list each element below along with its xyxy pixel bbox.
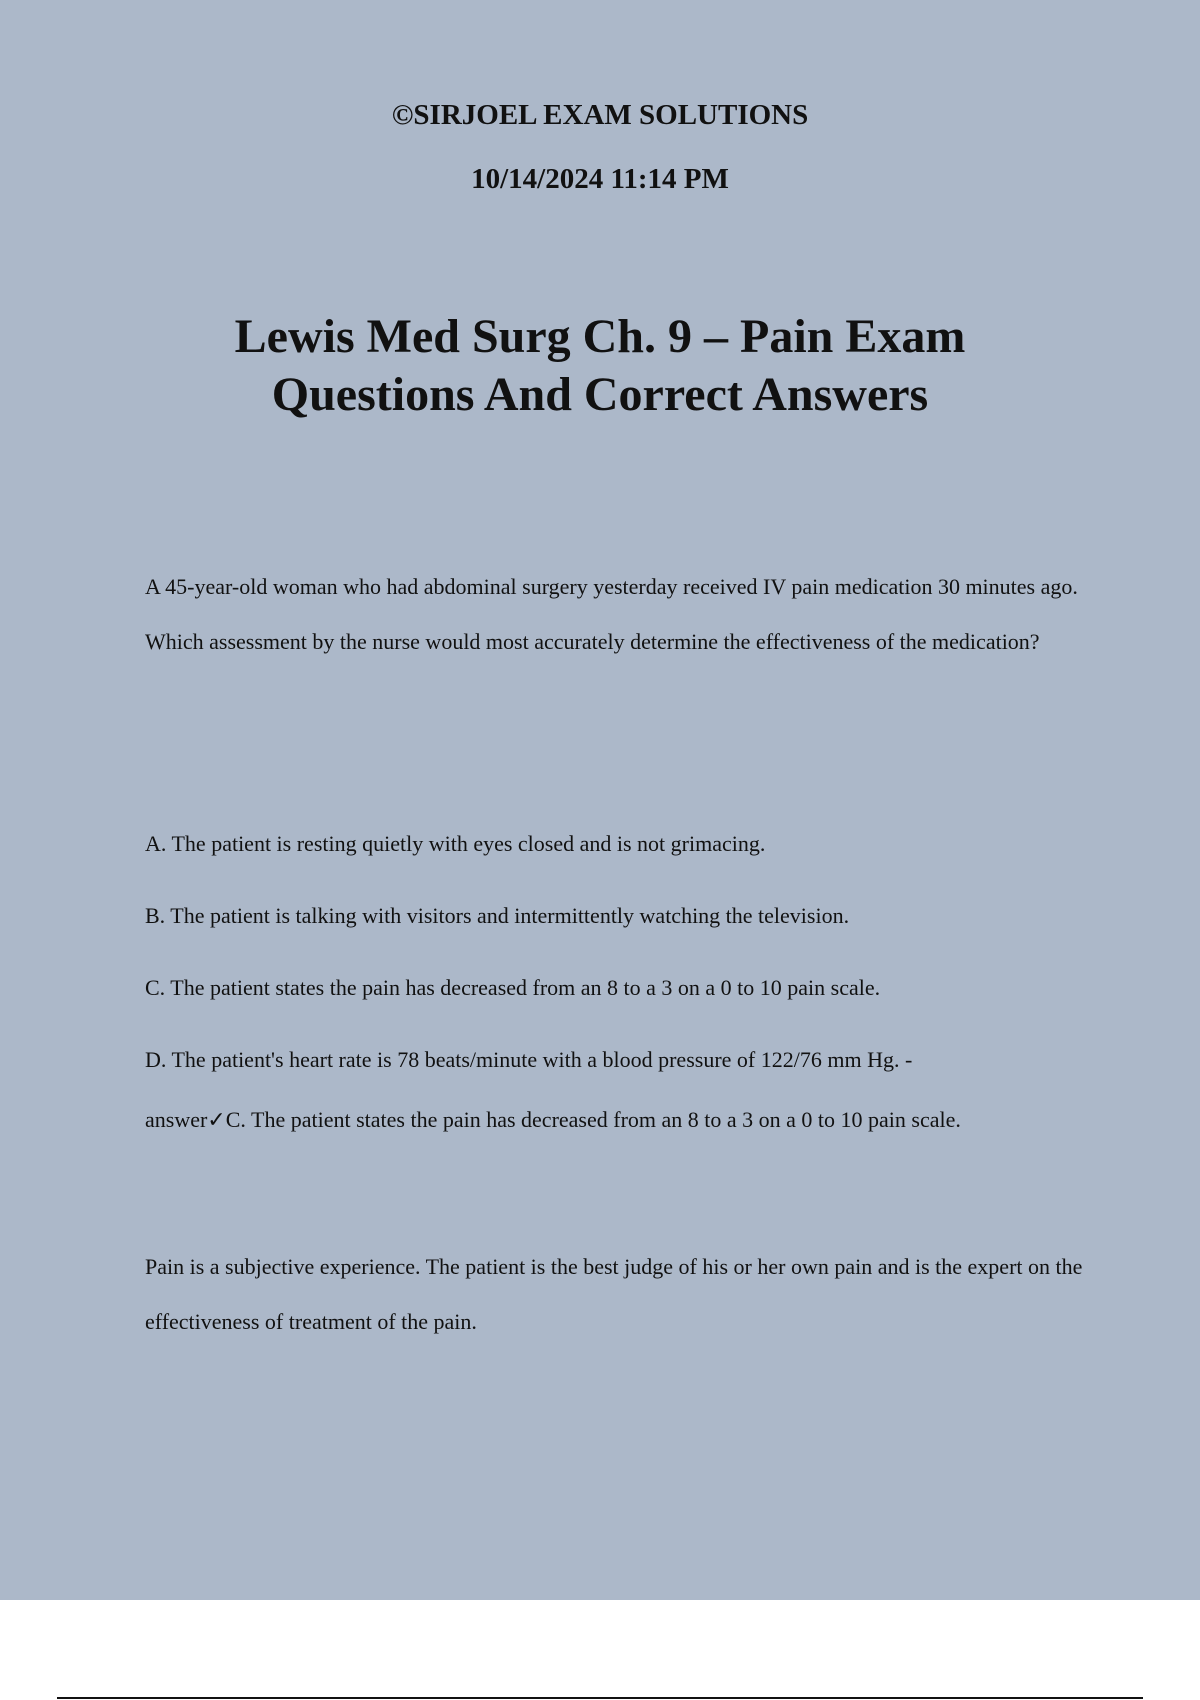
title-line-2: Questions And Correct Answers [271, 368, 929, 421]
rationale-text: Pain is a subjective experience. The patient is the best judge of his or her own pain and is the expert on the effectiveness of treatment of the pain. [145, 1254, 1083, 1334]
footer-divider [57, 1697, 1143, 1699]
document-datetime: 10/14/2024 11:14 PM [471, 163, 729, 195]
option-d: D. The patient's heart rate is 78 beats/minute with a blood pressure of 122/76 mm Hg. - [145, 1047, 913, 1072]
correct-answer: answer✓C. The patient states the pain has decreased from an 8 to a 3 on a 0 to 10 pain scale. [145, 1107, 961, 1132]
title-line-1: Lewis Med Surg Ch. 9 – Pain Exam [234, 310, 966, 363]
option-b: B. The patient is talking with visitors and intermittently watching the television. [145, 903, 850, 928]
document-title [0, 308, 1200, 424]
option-c: C. The patient states the pain has decreased from an 8 to a 3 on a 0 to 10 pain scale. [145, 975, 881, 1000]
question-text: A 45-year-old woman who had abdominal surgery yesterday received IV pain medication 30 minutes ago. Which assessment by the nurse would most accurately determine the effectiveness of the medication? [145, 574, 1078, 654]
organization-header: ©SIRJOEL EXAM SOLUTIONS [391, 99, 809, 131]
option-a: A. The patient is resting quietly with eyes closed and is not grimacing. [145, 831, 766, 856]
answer-options [145, 814, 1085, 1150]
